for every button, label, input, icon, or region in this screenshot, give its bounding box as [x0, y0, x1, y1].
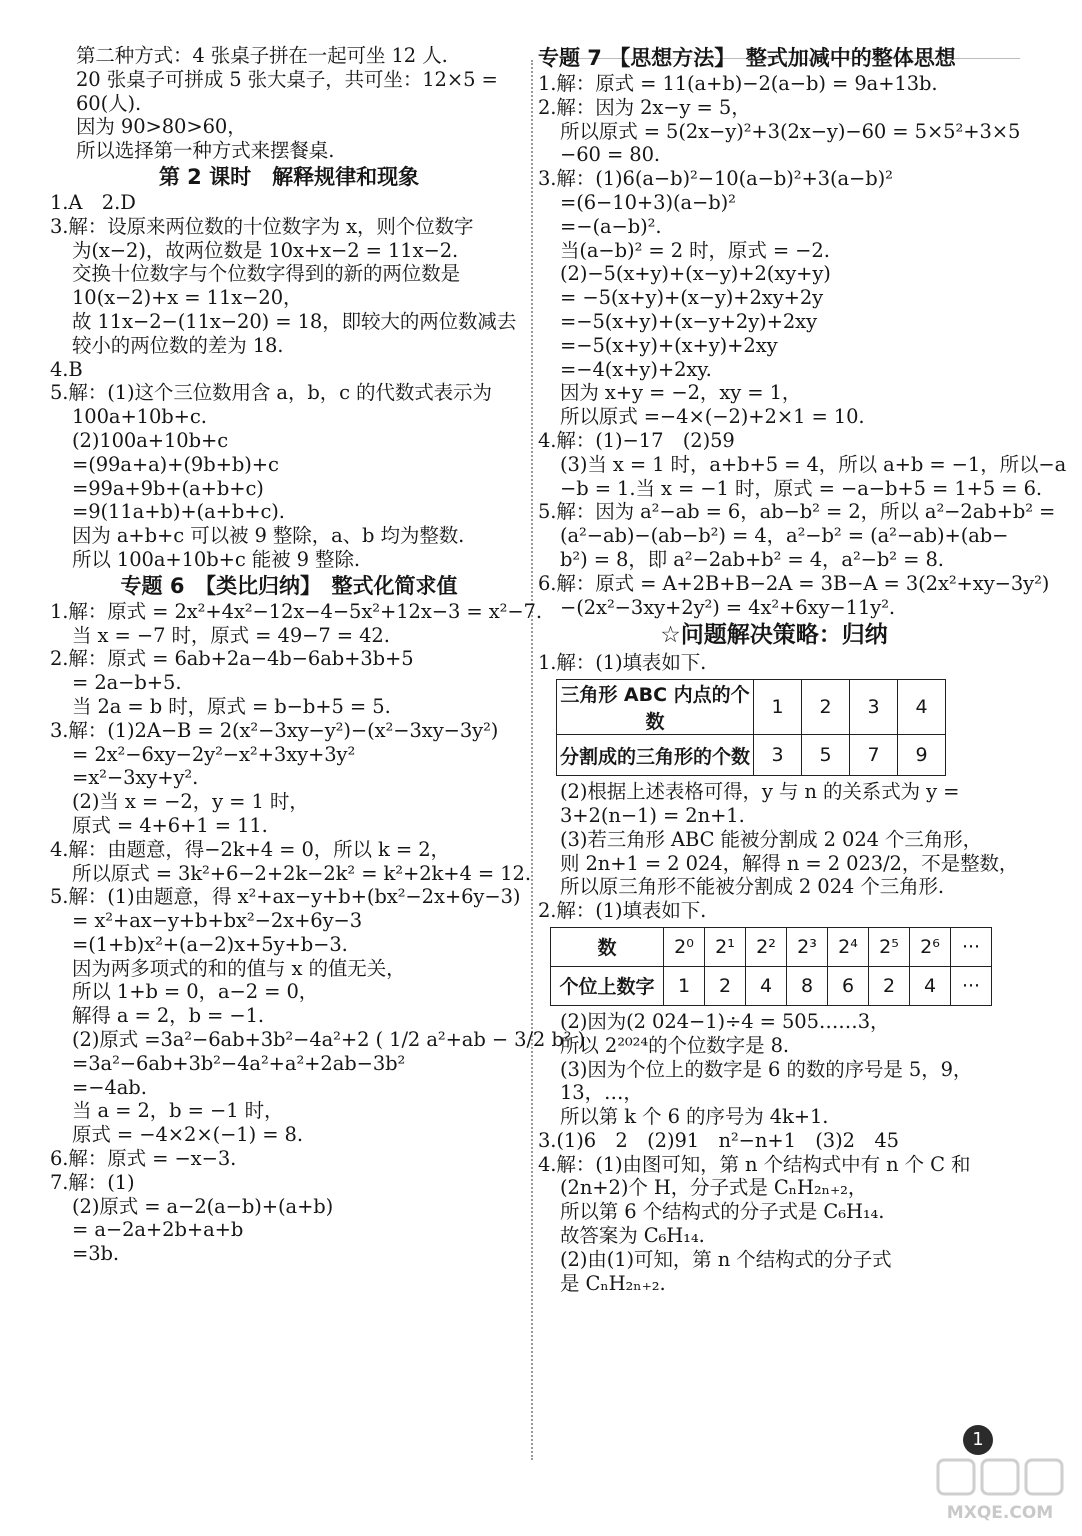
text-line: 3.解：设原来两位数的十位数字为 x，则个位数字 — [50, 214, 474, 238]
table-cell: ··· — [951, 966, 992, 1005]
text-line: 所以第 6 个结构式的分子式是 C₆H₁₄. — [560, 1200, 885, 1224]
text-line: 10(x−2)+x = 11x−20， — [72, 286, 303, 310]
text-line: 3+2(n−1) = 2n+1. — [560, 803, 745, 827]
text-line: =x²−3xy+y². — [72, 766, 199, 790]
table-cell: 2¹ — [705, 927, 746, 966]
table-cell: 4 — [910, 966, 951, 1005]
text-line: 4.解：(1)−17 (2)59 — [538, 428, 735, 452]
text-line: b²) = 8，即 a²−2ab+b² = 4，a²−b² = 8. — [560, 547, 944, 571]
text-line: −b = 1.当 x = −1 时，原式 = −a−b+5 = 1+5 = 6. — [560, 476, 1043, 500]
text-line: 原式 = −4×2×(−1) = 8. — [72, 1123, 303, 1147]
text-line: 因为 90>80>60， — [76, 115, 247, 139]
text-line: 因为 a+b+c 可以被 9 整除，a、b 均为整数. — [72, 524, 465, 548]
text-line: =−4(x+y)+2xy. — [560, 357, 712, 381]
text-line: =3a²−6ab+3b²−4a²+a²+2ab−3b² — [72, 1051, 406, 1075]
table-row-label: 数 — [551, 927, 664, 966]
page-number: 1 — [963, 1425, 993, 1455]
right-top-text — [538, 44, 1067, 675]
text-line: 当 a = 2，b = −1 时， — [72, 1099, 284, 1123]
table-cell: 2⁰ — [664, 927, 705, 966]
table-row — [551, 966, 992, 1005]
text-line: 为(x−2)，故两位数是 10x+x−2 = 11x−2. — [72, 238, 459, 262]
text-line: 7.解：(1) — [50, 1170, 135, 1194]
text-line: 所以 1+b = 0，a−2 = 0， — [72, 980, 319, 1004]
table-cell: 2 — [705, 966, 746, 1005]
text-line: 是 CₙH₂ₙ₊₂. — [560, 1271, 666, 1295]
table-cell: 3 — [850, 680, 898, 735]
text-line: (2)因为(2 024−1)÷4 = 505……3， — [560, 1009, 890, 1033]
table-cell: ··· — [951, 927, 992, 966]
text-line: 当 2a = b 时，原式 = b−b+5 = 5. — [72, 694, 391, 718]
right-column — [538, 44, 1067, 1295]
text-line: 则 2n+1 = 2 024，解得 n = 2 023/2，不是整数， — [560, 851, 1019, 875]
text-line: −(2x²−3xy+2y²) = 4x²+6xy−11y². — [560, 595, 896, 619]
text-line: = a−2a+2b+a+b — [72, 1218, 244, 1242]
table-cell: 2 — [802, 680, 850, 735]
text-line: 原式 = 4+6+1 = 11. — [72, 813, 268, 837]
table-cell: 2⁶ — [910, 927, 951, 966]
text-line: (2)原式 = a−2(a−b)+(a+b) — [72, 1194, 334, 1218]
text-line: 因为两多项式的和的值与 x 的值无关， — [72, 956, 406, 980]
table-cell: 9 — [898, 735, 946, 776]
text-line: 故 11x−2−(11x−20) = 18，即较大的两位数减去 — [72, 309, 517, 333]
text-line: =9(11a+b)+(a+b+c). — [72, 500, 285, 524]
text-line: 所以选择第一种方式来摆餐桌. — [76, 139, 335, 163]
text-line: (2n+2)个 H，分子式是 CₙH₂ₙ₊₂， — [560, 1176, 868, 1200]
text-line: 当(a−b)² = 2 时，原式 = −2. — [560, 238, 830, 262]
text-line: = 2a−b+5. — [72, 671, 182, 695]
text-line: 5.解：(1)由题意，得 x²+ax−y+b+(bx²−2x+6y−3) — [50, 885, 521, 909]
text-line: (3)因为个位上的数字是 6 的数的序号是 5，9， — [560, 1057, 973, 1081]
text-line: 100a+10b+c. — [72, 405, 207, 429]
text-line: 1.A 2.D — [50, 190, 136, 214]
table-cell: 3 — [754, 735, 802, 776]
text-line: =(6−10+3)(a−b)² — [560, 190, 736, 214]
watermark-logo — [930, 1456, 1070, 1526]
text-line: 20 张桌子可拼成 5 张大桌子，共可坐：12×5 = — [76, 67, 498, 91]
svg-text:MXQE.COM: MXQE.COM — [946, 1503, 1054, 1523]
text-line: 交换十位数字与个位数字得到的新的两位数是 — [72, 262, 461, 286]
text-line: 3.(1)6 2 (2)91 n²−n+1 (3)2 45 — [538, 1128, 899, 1152]
text-line: = 2x²−6xy−2y²−x²+3xy+3y² — [72, 742, 356, 766]
text-line: 所以第 k 个 6 的序号为 4k+1. — [560, 1105, 829, 1129]
text-line: 2.解：因为 2x−y = 5， — [538, 95, 751, 119]
section-heading: ☆问题解决策略：归纳 — [660, 622, 888, 649]
table-triangle-points — [556, 679, 946, 776]
text-line: 解得 a = 2，b = −1. — [72, 1004, 265, 1028]
text-line: 13，…， — [560, 1081, 643, 1105]
text-line: =(1+b)x²+(a−2)x+5y+b−3. — [72, 932, 348, 956]
text-line: =99a+9b+(a+b+c) — [72, 476, 264, 500]
table-cell: 2² — [746, 927, 787, 966]
table-cell: 8 — [787, 966, 828, 1005]
table-cell: 4 — [746, 966, 787, 1005]
section-heading: 专题 7 【思想方法】 整式加减中的整体思想 — [538, 46, 956, 70]
text-line: −60 = 80. — [560, 143, 660, 167]
text-line: =−5(x+y)+(x−y+2y)+2xy — [560, 309, 817, 333]
table-cell: 6 — [828, 966, 869, 1005]
table-units-digit — [550, 927, 992, 1006]
text-line: 60(人). — [76, 91, 142, 115]
table-cell: 2³ — [787, 927, 828, 966]
table-cell: 2⁴ — [828, 927, 869, 966]
text-line: 1.解：原式 = 11(a+b)−2(a−b) = 9a+13b. — [538, 72, 938, 95]
text-line: 所以 100a+10b+c 能被 9 整除. — [72, 547, 360, 571]
text-line: (3)当 x = 1 时，a+b+5 = 4，所以 a+b = −1，所以−a — [560, 452, 1067, 476]
text-line: =−4ab. — [72, 1075, 147, 1099]
table-row-label: 三角形 ABC 内点的个数 — [557, 680, 754, 735]
right-bottom-text — [538, 1010, 1010, 1296]
text-line: 4.解：(1)由图可知，第 n 个结构式中有 n 个 C 和 — [538, 1152, 971, 1176]
text-line: 4.B — [50, 357, 83, 381]
section-heading: 第 2 课时 解释规律和现象 — [158, 164, 420, 189]
text-line: 所以原式 = 3k²+6−2+2k−2k² = k²+2k+4 = 12. — [72, 861, 531, 885]
table-row — [557, 680, 946, 735]
text-line: =−5(x+y)+(x+y)+2xy — [560, 333, 778, 357]
text-line: 所以原三角形不能被分割成 2 024 个三角形. — [560, 875, 945, 899]
text-line: 5.解：(1)这个三位数用含 a，b，c 的代数式表示为 — [50, 381, 492, 405]
text-line: 6.解：原式 = −x−3. — [50, 1147, 237, 1171]
section-heading: 专题 6 【类比归纳】 整式化简求值 — [120, 573, 458, 598]
table-row-label: 分割成的三角形的个数 — [557, 735, 754, 776]
column-divider — [531, 60, 533, 1460]
table-cell: 2⁵ — [869, 927, 910, 966]
table-cell: 1 — [754, 680, 802, 735]
table-row — [551, 927, 992, 966]
text-line: 所以原式 =−4×(−2)+2×1 = 10. — [560, 405, 865, 429]
text-line: 当 x = −7 时，原式 = 49−7 = 42. — [72, 623, 390, 647]
text-line: 1.解：原式 = 2x²+4x²−12x−4−5x²+12x−3 = x²−7. — [50, 599, 542, 623]
text-line: 第二种方式：4 张桌子拼在一起可坐 12 人. — [76, 44, 448, 67]
table-cell: 2 — [869, 966, 910, 1005]
left-column — [50, 44, 586, 1266]
text-line: 3.解：(1)6(a−b)²−10(a−b)²+3(a−b)² — [538, 167, 893, 191]
text-line: 1.解：(1)填表如下. — [538, 651, 707, 675]
text-line: (2)由(1)可知，第 n 个结构式的分子式 — [560, 1247, 892, 1271]
table-cell: 5 — [802, 735, 850, 776]
text-line: (2)当 x = −2，y = 1 时， — [72, 790, 309, 814]
text-line: 故答案为 C₆H₁₄. — [560, 1224, 705, 1248]
text-line: 所以原式 = 5(2x−y)²+3(2x−y)−60 = 5×5²+3×5 — [560, 119, 1021, 143]
right-mid-text — [538, 780, 1019, 923]
text-line: 6.解：原式 = A+2B+B−2A = 3B−A = 3(2x²+xy−3y²) — [538, 571, 1050, 595]
table-row — [557, 735, 946, 776]
text-line: = −5(x+y)+(x−y)+2xy+2y — [560, 286, 824, 310]
table-cell: 1 — [664, 966, 705, 1005]
table-row-label: 个位上数字 — [551, 966, 664, 1005]
text-line: 3.解：(1)2A−B = 2(x²−3xy−y²)−(x²−3xy−3y²) — [50, 718, 499, 742]
text-line: 5.解：因为 a²−ab = 6，ab−b² = 2，所以 a²−2ab+b² = — [538, 500, 1056, 524]
text-line: 因为 x+y = −2，xy = 1， — [560, 381, 802, 405]
text-line: 4.解：由题意，得−2k+4 = 0，所以 k = 2， — [50, 837, 450, 861]
text-line: =3b. — [72, 1242, 120, 1266]
text-line: 2.解：原式 = 6ab+2a−4b−6ab+3b+5 — [50, 647, 414, 671]
text-line: 较小的两位数的差为 18. — [72, 333, 284, 357]
text-line: =−(a−b)². — [560, 214, 662, 238]
text-line: = x²+ax−y+b+bx²−2x+6y−3 — [72, 909, 363, 933]
table-cell: 7 — [850, 735, 898, 776]
text-line: (2)根据上述表格可得，y 与 n 的关系式为 y = — [560, 780, 960, 804]
text-line: (2)原式 =3a²−6ab+3b²−4a²+2 ( 1/2 a²+ab − 3/2 b² ) — [72, 1028, 586, 1052]
text-line: (2)100a+10b+c — [72, 428, 229, 452]
text-line: (3)若三角形 ABC 能被分割成 2 024 个三角形， — [560, 827, 983, 851]
text-line: 2.解：(1)填表如下. — [538, 899, 707, 923]
text-line: (a²−ab)−(ab−b²) = 4，a²−b² = (a²−ab)+(ab− — [560, 524, 1009, 548]
text-line: =(99a+a)+(9b+b)+c — [72, 452, 279, 476]
table-cell: 4 — [898, 680, 946, 735]
text-line: 所以 2²⁰²⁴的个位数字是 8. — [560, 1033, 789, 1057]
text-line: (2)−5(x+y)+(x−y)+2(xy+y) — [560, 262, 831, 286]
